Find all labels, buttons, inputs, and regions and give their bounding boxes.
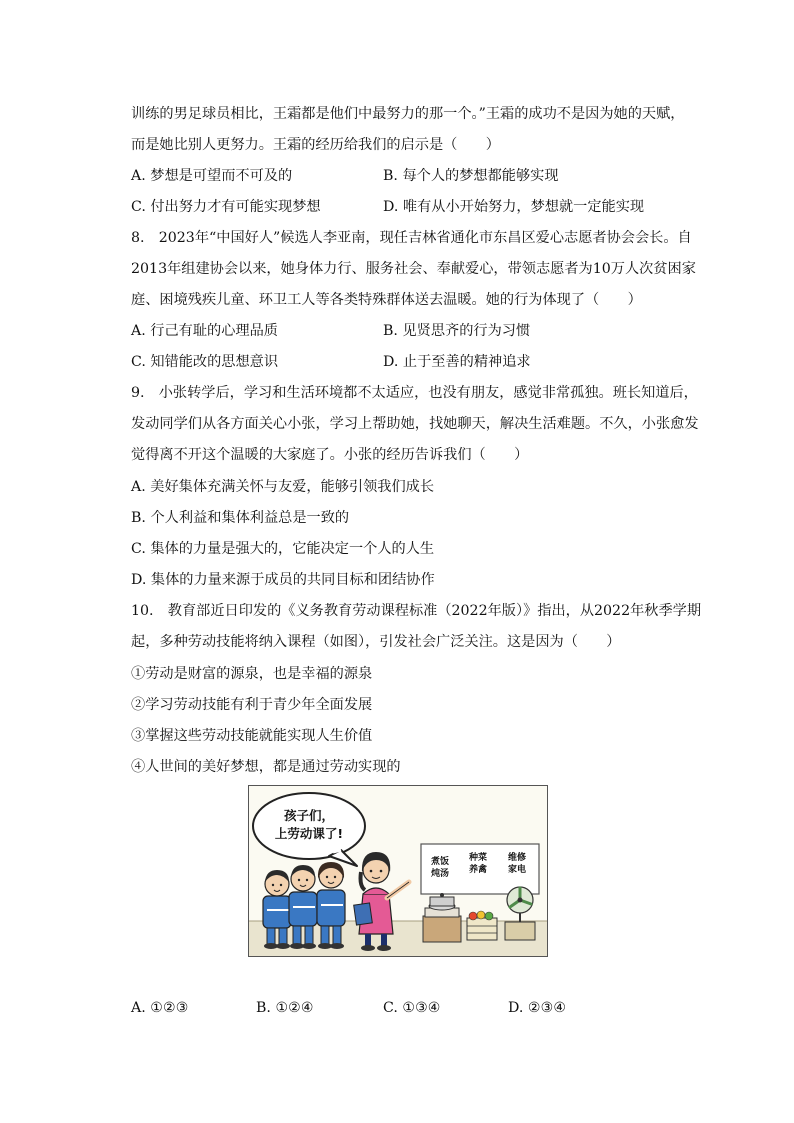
q9-option-b[interactable]: B. 个人利益和集体利益总是一致的 xyxy=(131,510,350,526)
vegetable-crate-icon xyxy=(467,911,497,940)
q8-option-a[interactable]: A. 行己有耻的心理品质 xyxy=(131,323,278,339)
q7-option-d[interactable]: D. 唯有从小开始努力，梦想就一定能实现 xyxy=(383,199,645,215)
board-item-1-line1: 煮饭 xyxy=(430,857,450,867)
q10-stem-line: 起，多种劳动技能将纳入课程（如图），引发社会广泛关注。这是因为（ ） xyxy=(131,634,621,650)
q10-statement-4: ④人世间的美好梦想，都是通过劳动实现的 xyxy=(131,759,401,775)
q10-statement-1: ①劳动是财富的源泉，也是幸福的源泉 xyxy=(131,666,373,682)
q8-option-c[interactable]: C. 知错能改的思想意识 xyxy=(131,354,279,370)
q10-option-a[interactable]: A. ①②③ xyxy=(131,1000,189,1016)
q8-stem-line: 8. 2023年“中国好人”候选人李亚南，现任吉林省通化市东昌区爱心志愿者协会会长。自 xyxy=(131,230,692,246)
q10-statement-2: ②学习劳动技能有利于青少年全面发展 xyxy=(131,697,373,713)
q8-option-d[interactable]: D. 止于至善的精神追求 xyxy=(383,354,531,370)
q10-option-d[interactable]: D. ②③④ xyxy=(508,1000,567,1016)
q7-stem-line: 而是她比别人更努力。王霜的经历给我们的启示是（ ） xyxy=(131,137,500,153)
q9-stem-line: 觉得离不开这个温暖的大家庭了。小张的经历告诉我们（ ） xyxy=(131,447,529,463)
q9-option-c[interactable]: C. 集体的力量是强大的，它能决定一个人的人生 xyxy=(131,541,435,557)
labor-class-cartoon xyxy=(248,785,548,957)
q8-stem-line: 2013年组建协会以来，她身体力行、服务社会、奉献爱心，带领志愿者为10万人次贫困家 xyxy=(131,261,696,277)
q8-stem-line: 庭、困境残疾儿童、环卫工人等各类特殊群体送去温暖。她的行为体现了（ ） xyxy=(131,292,642,308)
board-item-3-line1: 维修 xyxy=(507,853,527,863)
q10-option-b[interactable]: B. ①②④ xyxy=(256,1000,314,1016)
q8-option-b[interactable]: B. 见贤思齐的行为习惯 xyxy=(383,323,531,339)
board-item-1-line2: 炖汤 xyxy=(430,869,450,879)
board-item-2-line1: 种菜 xyxy=(468,853,488,863)
board-item-2-line2: 养禽 xyxy=(468,865,488,875)
q7-stem-line: 训练的男足球员相比，王霜都是他们中最努力的那一个。”王霜的成功不是因为她的天赋， xyxy=(131,106,685,122)
q9-stem-line: 9. 小张转学后，学习和生活环境都不太适应，也没有朋友，感觉非常孤独。班长知道后， xyxy=(131,385,698,401)
q7-option-a[interactable]: A. 梦想是可望而不可及的 xyxy=(131,168,293,184)
q7-option-c[interactable]: C. 付出努力才有可能实现梦想 xyxy=(131,199,321,215)
q9-option-d[interactable]: D. 集体的力量来源于成员的共同目标和团结协作 xyxy=(131,572,435,588)
board-item-3-line2: 家电 xyxy=(507,865,527,875)
q10-statement-3: ③掌握这些劳动技能就能实现人生价值 xyxy=(131,728,373,744)
q9-stem-line: 发动同学们从各方面关心小张，学习上帮助她，找她聊天，解决生活难题。不久，小张愈发 xyxy=(131,416,699,432)
q10-stem-line: 10. 教育部近日印发的《义务教育劳动课程标准（2022年版）》指出，从2022年秋季学期 xyxy=(131,603,702,619)
bubble-text-line1: 孩子们， xyxy=(283,808,335,823)
q10-option-c[interactable]: C. ①③④ xyxy=(383,1000,441,1016)
bubble-text-line2: 上劳动课了! xyxy=(274,826,344,841)
q7-option-b[interactable]: B. 每个人的梦想都能够实现 xyxy=(383,168,559,184)
q9-option-a[interactable]: A. 美好集体充满关怀与友爱，能够引领我们成长 xyxy=(131,479,435,495)
